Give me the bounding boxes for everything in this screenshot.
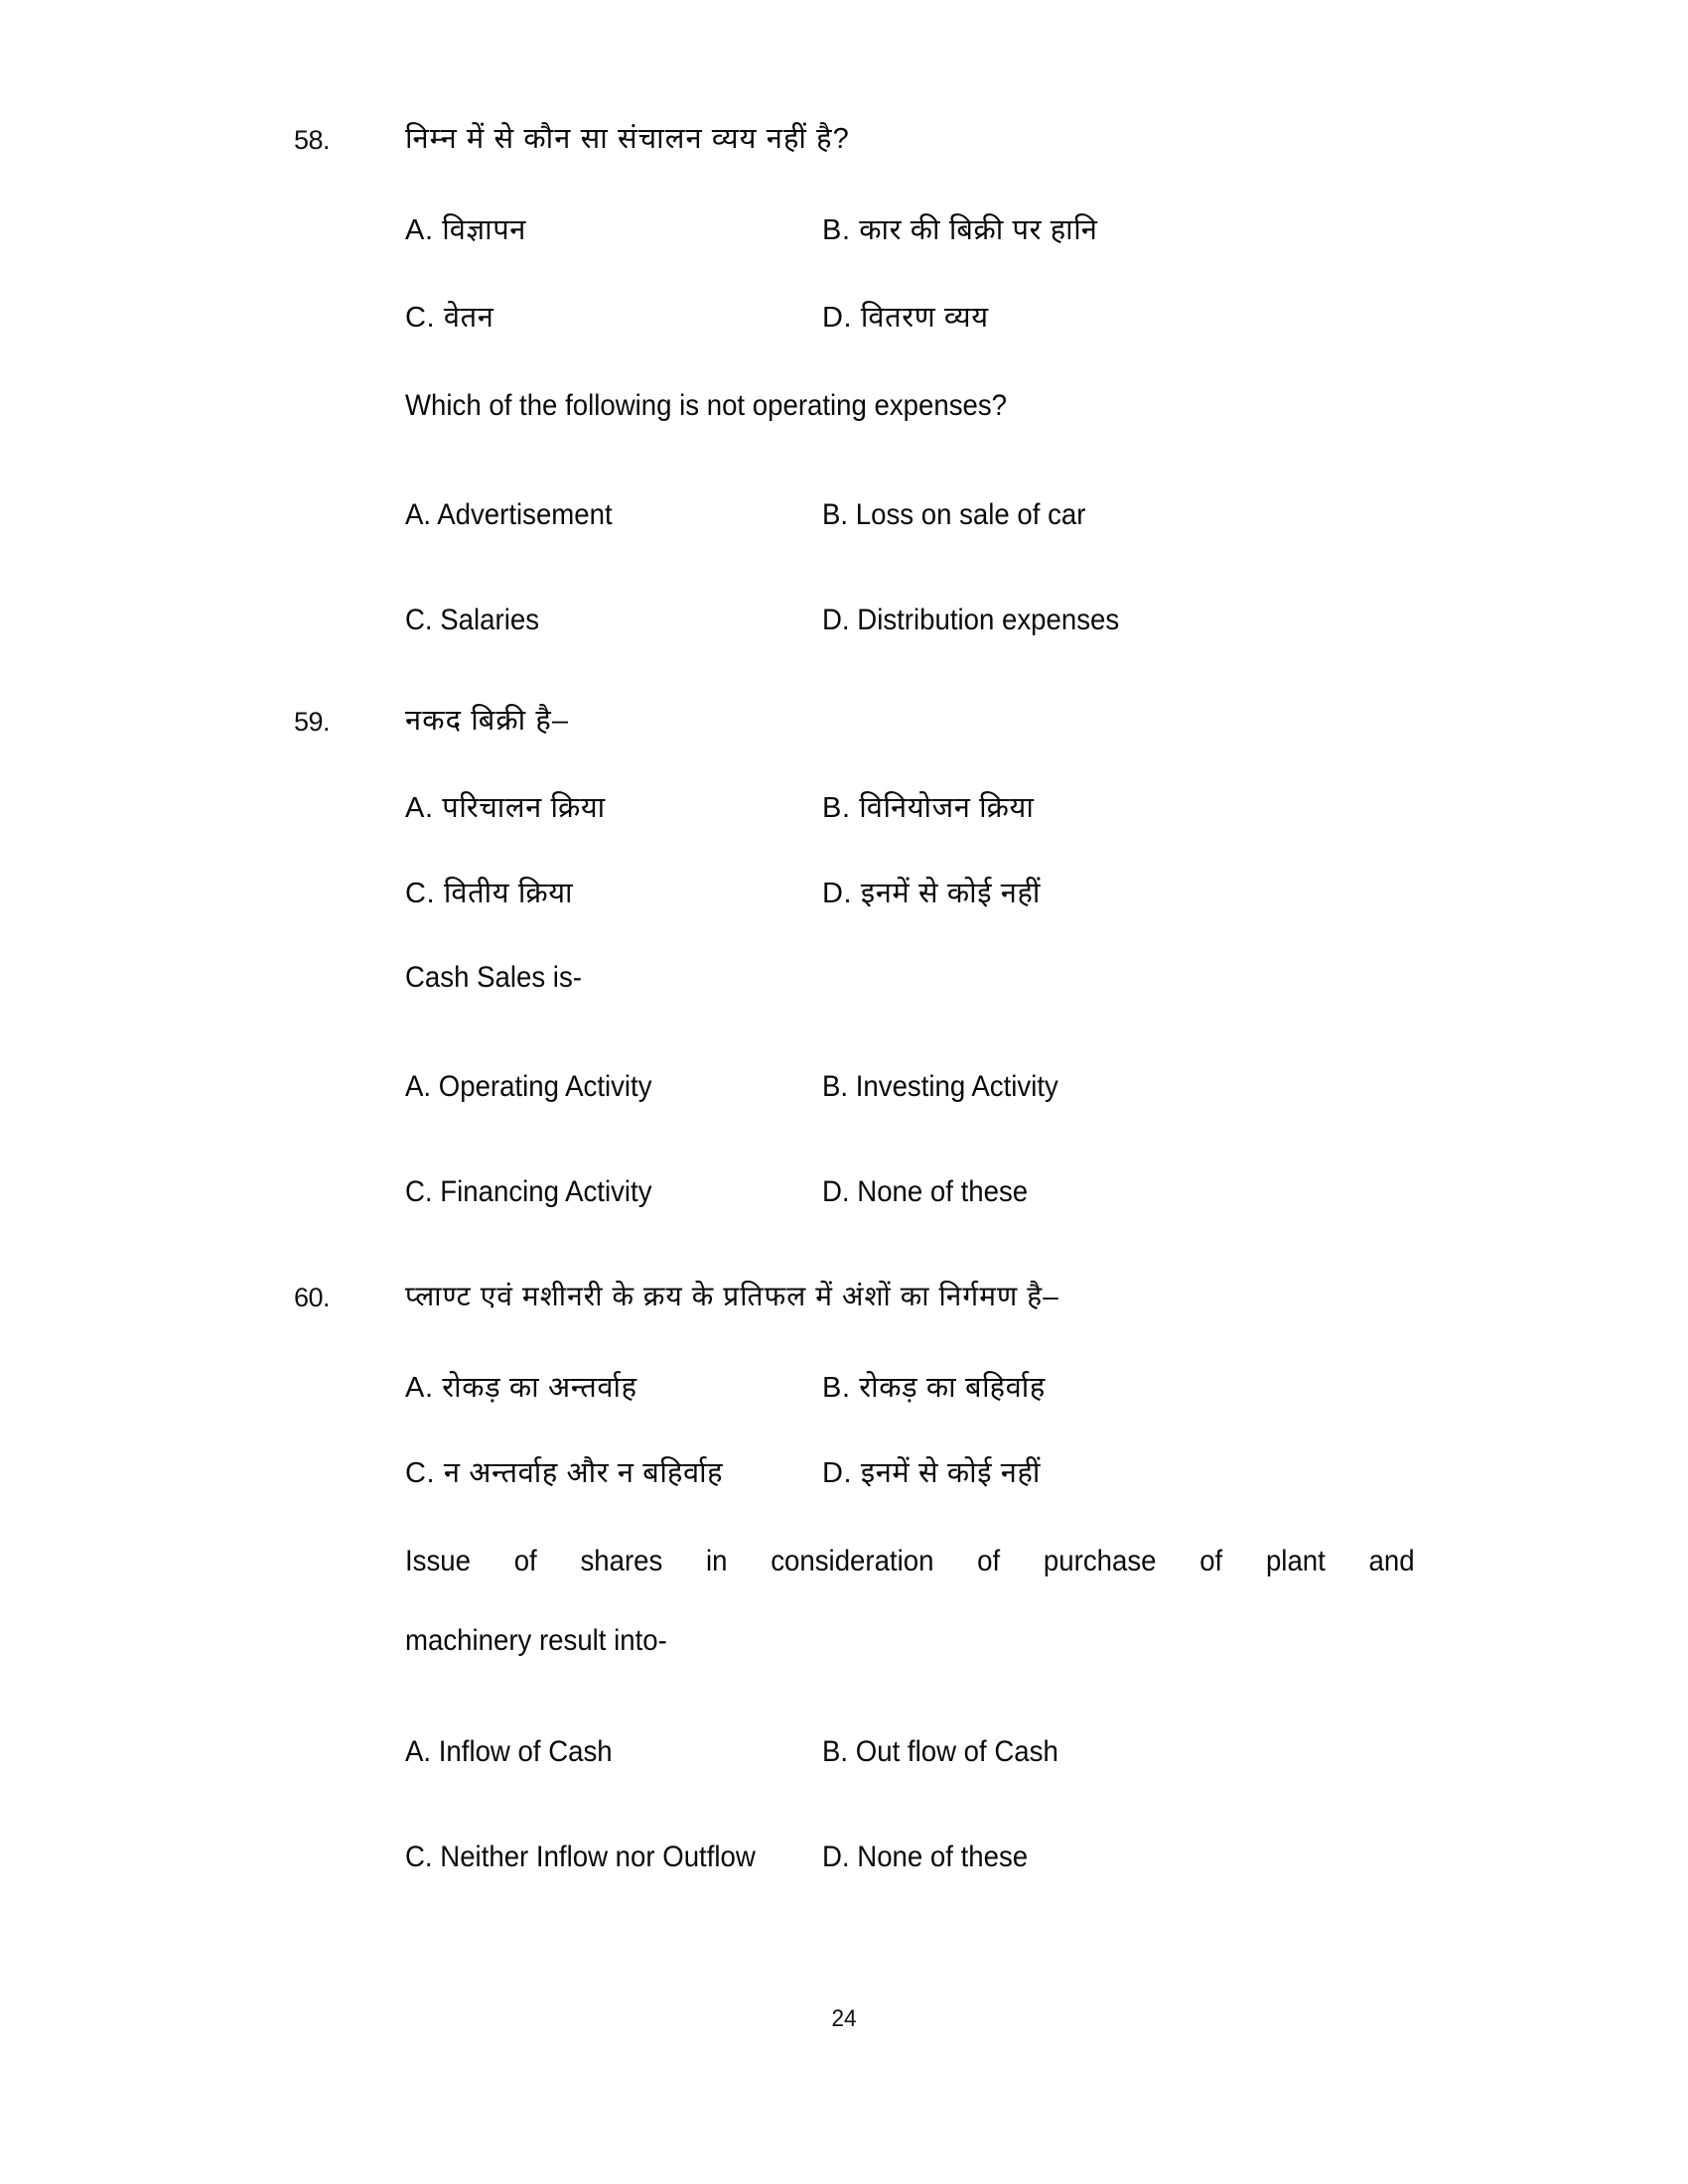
- option-text: विज्ञापन: [442, 214, 526, 246]
- option-text: Neither Inflow nor Outflow: [440, 1841, 756, 1873]
- option-text: रोकड़ का अन्तर्वाह: [442, 1372, 637, 1404]
- option-a-english[interactable]: [405, 500, 613, 530]
- option-text: None of these: [857, 1175, 1029, 1208]
- option-label: C.: [405, 1457, 436, 1489]
- option-d-hindi[interactable]: [822, 1459, 1041, 1488]
- question-number: 59.: [294, 707, 331, 737]
- question-number: 60.: [294, 1283, 331, 1312]
- option-label: C.: [405, 302, 436, 334]
- option-text: Out flow of Cash: [855, 1735, 1058, 1768]
- question-stem-english-line2: machinery result into-: [405, 1624, 667, 1657]
- option-d-hindi[interactable]: [822, 304, 989, 333]
- option-label: B.: [822, 1070, 849, 1103]
- option-a-hindi[interactable]: [405, 1374, 637, 1403]
- option-d-english[interactable]: [822, 1177, 1028, 1207]
- option-label: B.: [822, 498, 849, 531]
- option-text: Investing Activity: [855, 1070, 1058, 1103]
- option-a-hindi[interactable]: [405, 794, 606, 823]
- option-label: D.: [822, 604, 850, 636]
- option-text: परिचालन क्रिया: [442, 792, 606, 824]
- option-b-english[interactable]: [822, 1737, 1058, 1767]
- option-text: न अन्तर्वाह और न बहिर्वाह: [443, 1457, 724, 1489]
- option-text: Loss on sale of car: [855, 498, 1086, 531]
- option-c-hindi[interactable]: [405, 304, 493, 333]
- question-stem-english: Cash Sales is-: [405, 961, 582, 994]
- option-text: विनियोजन क्रिया: [859, 792, 1035, 824]
- option-label: A.: [405, 1070, 432, 1103]
- question-stem-hindi: नकद बिक्री है–: [405, 705, 570, 737]
- option-text: वितीय क्रिया: [443, 878, 574, 909]
- option-label: D.: [822, 302, 853, 334]
- option-text: Advertisement: [437, 498, 613, 531]
- option-c-english[interactable]: [405, 606, 539, 635]
- question-stem-hindi: निम्न में से कौन सा संचालन व्यय नहीं है?: [405, 123, 850, 155]
- option-label: C.: [405, 604, 433, 636]
- option-b-hindi[interactable]: [822, 794, 1034, 823]
- option-label: A.: [405, 792, 434, 824]
- option-b-english[interactable]: [822, 1072, 1058, 1102]
- option-d-english[interactable]: [822, 606, 1119, 635]
- option-c-english[interactable]: [405, 1177, 652, 1207]
- option-a-english[interactable]: [405, 1072, 652, 1102]
- option-text: इनमें से कोई नहीं: [860, 878, 1041, 909]
- option-text: कार की बिक्री पर हानि: [859, 214, 1098, 246]
- option-c-hindi[interactable]: [405, 880, 573, 908]
- option-text: इनमें से कोई नहीं: [860, 1457, 1041, 1489]
- option-label: C.: [405, 1841, 433, 1873]
- option-text: Operating Activity: [438, 1070, 652, 1103]
- option-text: रोकड़ का बहिर्वाह: [859, 1372, 1046, 1404]
- option-label: C.: [405, 1175, 433, 1208]
- option-a-english[interactable]: [405, 1737, 613, 1767]
- option-label: A.: [405, 498, 432, 531]
- option-c-hindi[interactable]: [405, 1459, 723, 1488]
- option-label: D.: [822, 1457, 853, 1489]
- option-text: Inflow of Cash: [438, 1735, 613, 1768]
- option-b-english[interactable]: [822, 500, 1085, 530]
- option-label: A.: [405, 214, 434, 246]
- option-label: B.: [822, 214, 851, 246]
- question-stem-english: Which of the following is not operating expenses?: [405, 389, 1008, 422]
- option-text: वितरण व्यय: [860, 302, 989, 334]
- option-label: A.: [405, 1372, 434, 1404]
- option-b-hindi[interactable]: [822, 216, 1097, 245]
- option-text: Distribution expenses: [857, 604, 1120, 636]
- option-text: वेतन: [443, 302, 494, 334]
- option-text: None of these: [857, 1841, 1029, 1873]
- option-d-english[interactable]: [822, 1843, 1028, 1872]
- option-label: D.: [822, 1175, 850, 1208]
- option-label: D.: [822, 878, 853, 909]
- option-label: C.: [405, 878, 436, 909]
- option-c-english[interactable]: [405, 1843, 756, 1872]
- option-text: Salaries: [440, 604, 539, 636]
- option-a-hindi[interactable]: [405, 216, 526, 245]
- option-label: B.: [822, 1372, 851, 1404]
- option-label: B.: [822, 792, 851, 824]
- question-stem-english-line1: Issue of shares in consideration of purchase of plant and: [405, 1545, 1415, 1577]
- option-d-hindi[interactable]: [822, 880, 1041, 908]
- option-label: B.: [822, 1735, 849, 1768]
- option-b-hindi[interactable]: [822, 1374, 1046, 1403]
- page-number: 24: [831, 2005, 857, 2032]
- question-stem-hindi: प्लाण्ट एवं मशीनरी के क्रय के प्रतिफल में अंशों का निर्गमण है–: [405, 1281, 1059, 1311]
- option-label: D.: [822, 1841, 850, 1873]
- option-label: A.: [405, 1735, 432, 1768]
- question-number: 58.: [294, 125, 331, 155]
- option-text: Financing Activity: [440, 1175, 652, 1208]
